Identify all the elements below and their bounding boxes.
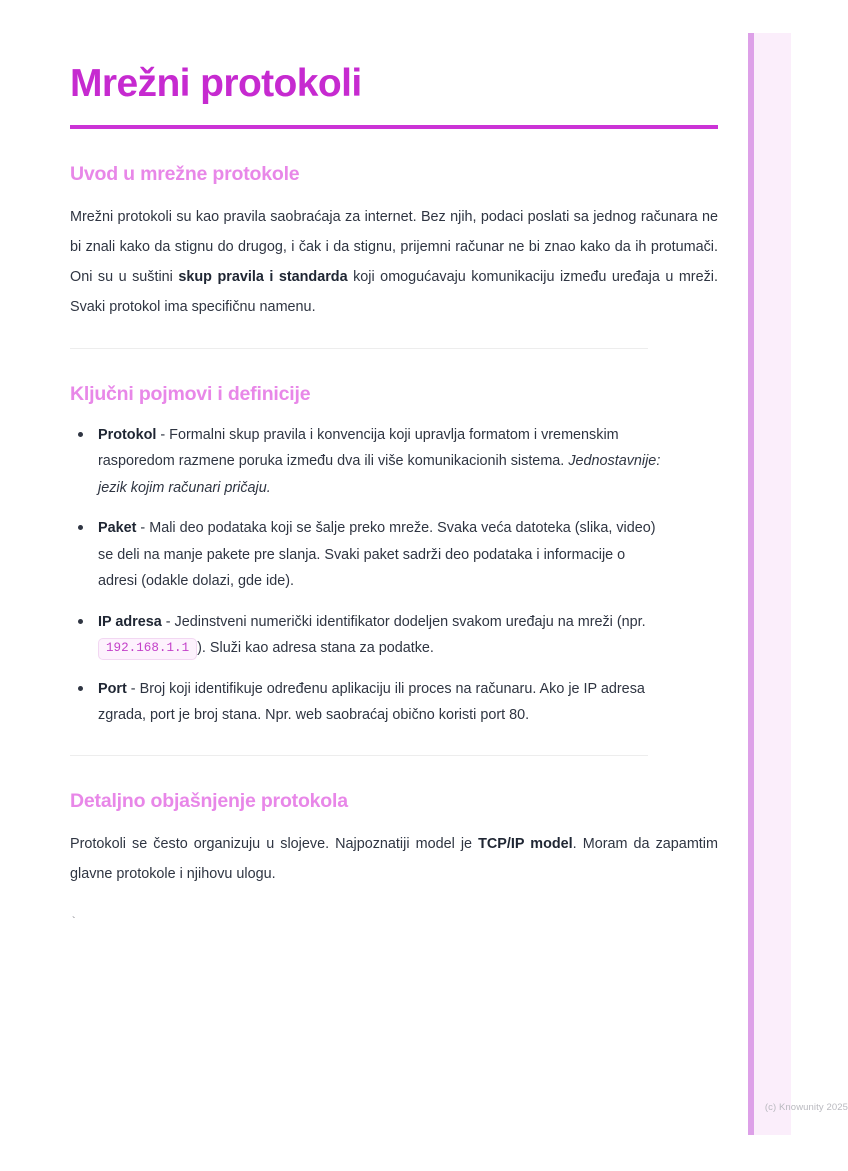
page-title: Mrežni protokoli — [70, 62, 362, 105]
term-separator: - — [126, 680, 140, 697]
term-label: Protokol — [98, 426, 157, 443]
term-description: Jedinstveni numerički identifikator dodeljen svakom uređaju na mreži (npr. — [174, 613, 646, 630]
term-label: Paket — [98, 520, 137, 537]
term-description: Broj koji identifikuje određenu aplikaciju ili proces na računaru. Ako je IP adresa zgrada, port je broj stana. Npr. web saobraćaj obično koristi port 80. — [98, 680, 645, 724]
paragraph-uvod-part1: Mrežni protokoli su kao pravila saobraćaja za internet. Bez njih, podaci poslati sa jednog računara ne bi znali kako da stignu do drugog, i čak i da stignu, prijemni računar ne bi znao kako da ih protumači. Oni su u suštini — [70, 208, 718, 285]
section-pojmovi — [70, 383, 718, 729]
term-description: Formalni skup pravila i konvencija koji upravlja formatom i vremenskim rasporedom razmene poruka između dva ili više komunikacionih sistema. — [98, 426, 619, 470]
term-separator: - — [156, 426, 170, 443]
definition-list — [70, 422, 718, 729]
section-uvod — [70, 163, 718, 322]
section-heading-detaljno: Detaljno objašnjenje protokola — [70, 789, 348, 812]
bullet-point-icon — [78, 619, 83, 624]
term-label: IP adresa — [98, 613, 162, 630]
section-divider-1 — [70, 348, 648, 349]
list-item — [70, 609, 668, 662]
right-rail-accent-stripe — [748, 33, 754, 1135]
bullet-point-icon — [78, 432, 83, 437]
list-item — [70, 515, 668, 595]
bullet-point-icon — [78, 686, 83, 691]
title-underline-rule — [70, 125, 718, 129]
term-description-after-code: ). Služi kao adresa stana za podatke. — [197, 640, 434, 657]
paragraph-uvod — [70, 202, 718, 322]
paragraph-detaljno — [70, 829, 718, 889]
term-separator: - — [136, 520, 150, 537]
paragraph-detaljno-part2: . Moram da zapamtim glavne protokole i njihovu ulogu. — [70, 835, 718, 882]
paragraph-detaljno-bold: TCP/IP model — [478, 835, 573, 852]
section-heading-uvod: Uvod u mrežne protokole — [70, 162, 300, 185]
list-item — [70, 422, 668, 502]
term-separator: - — [161, 613, 175, 630]
paragraph-uvod-bold: skup pravila i standarda — [178, 268, 348, 285]
document-content — [70, 0, 848, 1113]
section-detaljno — [70, 790, 718, 929]
inline-code-ip-address: 192.168.1.1 — [98, 638, 197, 660]
term-description-italic: Jednostavnije: jezik kojim računari pričaju. — [98, 453, 661, 496]
stray-backtick-marker: ` — [70, 914, 78, 929]
footer-copyright: (c) Knowunity 2025 — [764, 1102, 848, 1113]
list-item — [70, 676, 668, 729]
paragraph-detaljno-part1: Protokoli se često organizuju u slojeve. Najpoznatiji model je — [70, 835, 479, 852]
bullet-point-icon — [78, 525, 83, 530]
section-divider-2 — [70, 755, 648, 756]
right-rail-panel — [748, 33, 791, 1135]
section-heading-pojmovi: Ključni pojmovi i definicije — [70, 382, 311, 405]
paragraph-uvod-part2: koji omogućavaju komunikaciju između uređaja u mreži. Svaki protokol ima specifičnu namenu. — [70, 268, 718, 315]
term-label: Port — [98, 680, 127, 697]
term-description: Mali deo podataka koji se šalje preko mreže. Svaka veća datoteka (slika, video) se deli na manje pakete pre slanja. Svaki paket sadrži deo podataka i informacije o adresi (odakle dolazi, gde ide). — [98, 520, 656, 590]
